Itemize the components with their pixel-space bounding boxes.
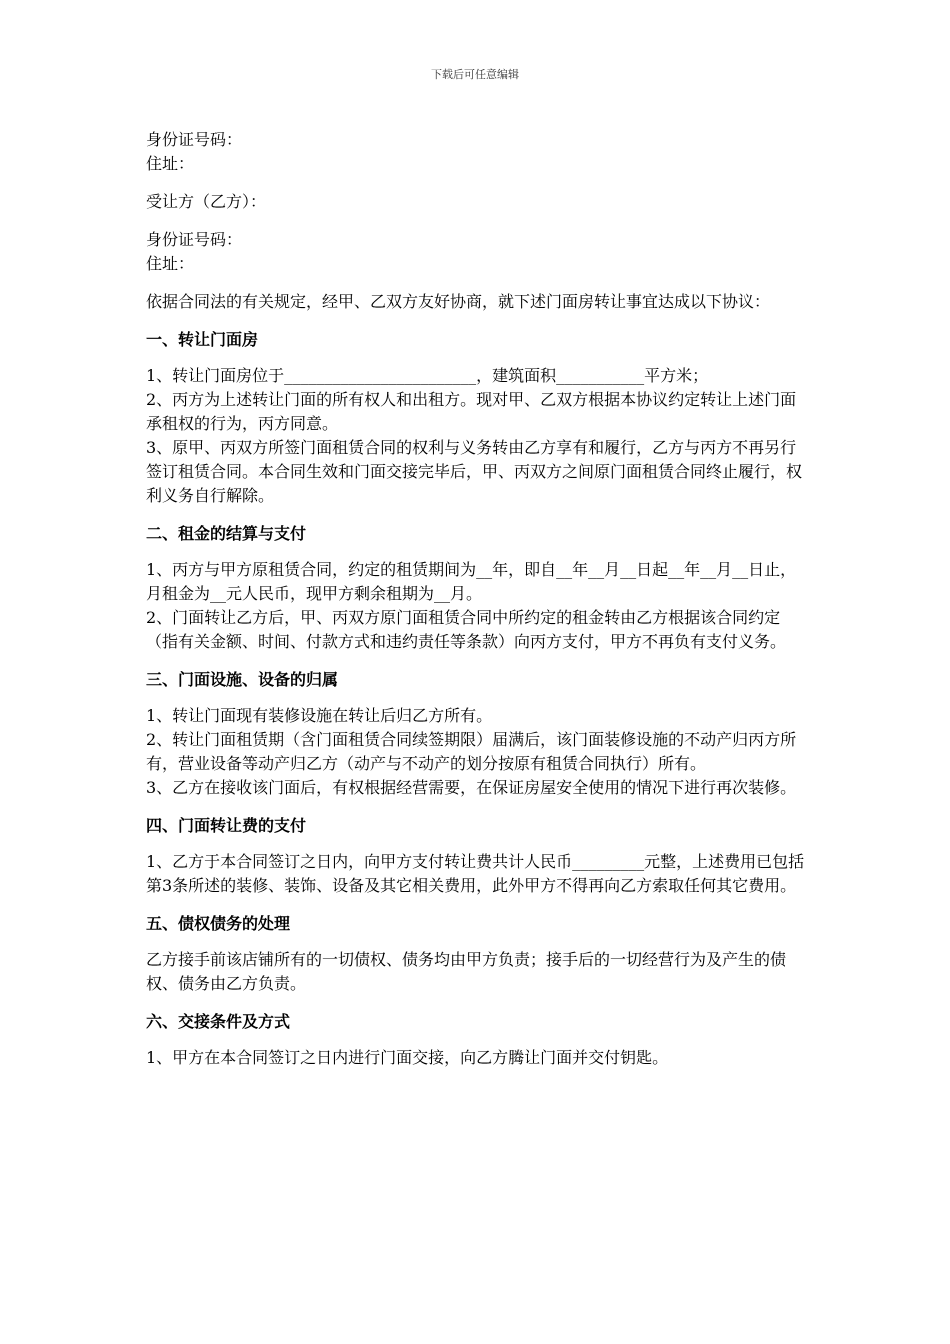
document-body [146, 128, 806, 1070]
clause-paragraph: 2、门面转让乙方后，甲、丙双方原门面租赁合同中所约定的租金转由乙方根据该合同约定（指有关金额、时间、付款方式和违约责任等条款）向丙方支付，甲方不再负有支付义务。 [146, 608, 787, 651]
address-b: 住址： [146, 254, 195, 273]
clause-paragraph: 1、乙方于本合同签订之日内，向甲方支付转让费共计人民币_________元整，上述费用已包括第3条所述的装修、装饰、设备及其它相关费用，此外甲方不得再向乙方索取任何其它费用。 [146, 852, 805, 895]
section-heading: 四、门面转让费的支付 [146, 816, 307, 835]
clause-paragraph: 2、转让门面租赁期（含门面租赁合同续签期限）届满后，该门面装修设施的不动产归丙方所有，营业设备等动产归乙方（动产与不动产的划分按原有租赁合同执行）所有。 [146, 730, 797, 773]
section-heading: 五、债权债务的处理 [146, 914, 291, 933]
clause-paragraph: 1、丙方与甲方原租赁合同，约定的租赁期间为__年，即自__年__月__日起__年__月__日止，月租金为__元人民币，现甲方剩余租期为__月。 [146, 560, 797, 603]
header-note: 下载后可任意编辑 [431, 68, 519, 81]
intro-paragraph: 依据合同法的有关规定，经甲、乙双方友好协商，就下述门面房转让事宜达成以下协议： [146, 292, 771, 311]
section-heading: 二、租金的结算与支付 [146, 524, 307, 543]
section-heading: 六、交接条件及方式 [146, 1012, 291, 1031]
id-number-a: 身份证号码： [146, 130, 243, 149]
clause-paragraph: 2、丙方为上述转让门面的所有权人和出租方。现对甲、乙双方根据本协议约定转让上述门面承租权的行为，丙方同意。 [146, 390, 797, 433]
clause-paragraph: 1、甲方在本合同签订之日内进行门面交接，向乙方腾让门面并交付钥匙。 [146, 1048, 669, 1067]
section-heading: 三、门面设施、设备的归属 [146, 670, 339, 689]
address-a: 住址： [146, 154, 195, 173]
clause-paragraph: 1、转让门面现有装修设施在转让后归乙方所有。 [146, 706, 493, 725]
clause-paragraph: 3、乙方在接收该门面后，有权根据经营需要，在保证房屋安全使用的情况下进行再次装修。 [146, 778, 797, 797]
clause-paragraph: 乙方接手前该店铺所有的一切债权、债务均由甲方负责；接手后的一切经营行为及产生的债权、债务由乙方负责。 [146, 950, 787, 993]
clause-paragraph: 3、原甲、丙双方所签门面租赁合同的权利与义务转由乙方享有和履行，乙方与丙方不再另行签订租赁合同。本合同生效和门面交接完毕后，甲、丙双方之间原门面租赁合同终止履行，权利义务自行解除。 [146, 438, 803, 505]
section-heading: 一、转让门面房 [146, 330, 259, 349]
id-number-b: 身份证号码： [146, 230, 243, 249]
transferee-label: 受让方（乙方）： [146, 192, 267, 211]
clause-paragraph: 1、转让门面房位于________________________，建筑面积___________平方米； [146, 366, 709, 385]
